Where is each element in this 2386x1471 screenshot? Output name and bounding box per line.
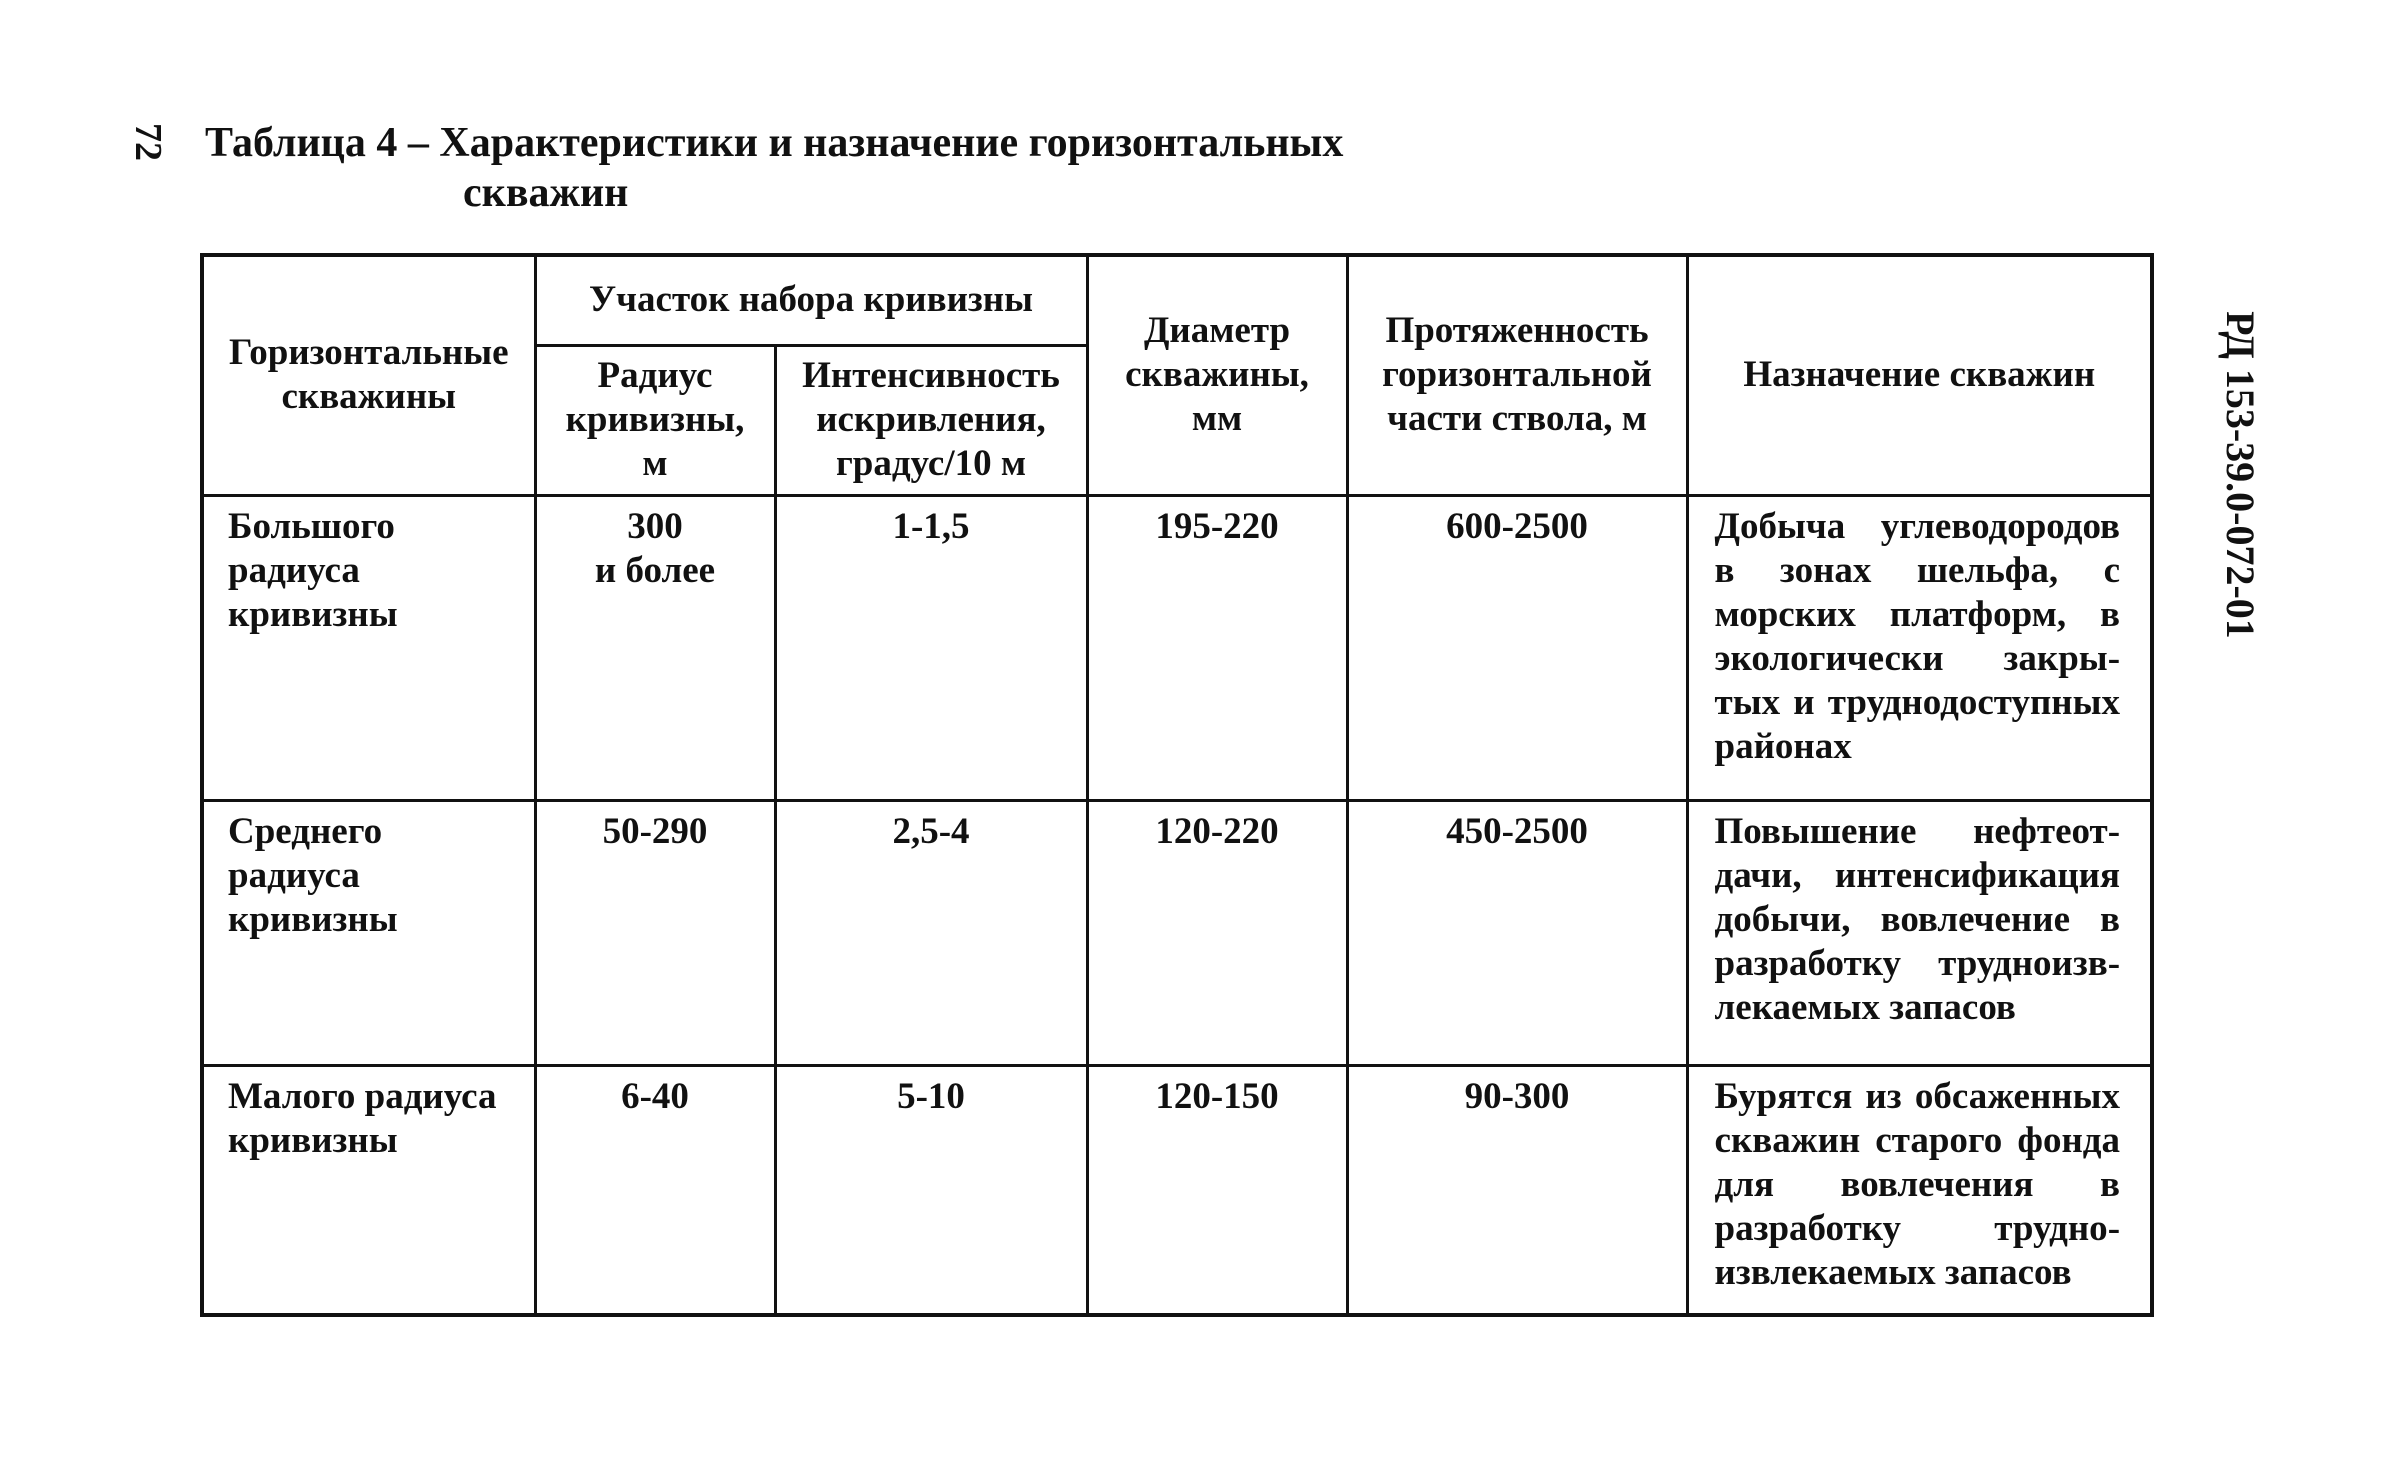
document-code: РД 153-39.0-072-01 (2218, 311, 2263, 639)
caption-line-1: Таблица 4 – Характеристики и назначение горизонтальных (205, 120, 1344, 166)
characteristics-table (200, 253, 2154, 1317)
header-purpose: Назначение скважин (1687, 255, 2152, 495)
header-row-1 (202, 255, 2152, 345)
page-number: 72 (127, 123, 169, 161)
row-name: Большого радиуса кривизны (202, 495, 535, 800)
header-length: Протяженность горизонтальной части ствола, м (1347, 255, 1687, 495)
header-wells: Горизонтальные скважины (202, 255, 535, 495)
caption-line-2: скважин (463, 170, 629, 216)
row-diameter: 120-150 (1087, 1065, 1347, 1315)
table-row (202, 1065, 2152, 1315)
header-intensity: Интенсивность искривления, градус/10 м (775, 345, 1087, 495)
row-radius-value: 300 (627, 505, 683, 547)
row-purpose: Повышение нефтеотдачи, интенсификация добычи, вовлечение в разработку трудноизвлекаемых запасов (1687, 800, 2152, 1065)
row-length: 450-2500 (1347, 800, 1687, 1065)
row-intensity: 2,5-4 (775, 800, 1087, 1065)
row-length: 90-300 (1347, 1065, 1687, 1315)
header-diameter: Диаметр скважины, мм (1087, 255, 1347, 495)
row-radius: 50-290 (535, 800, 775, 1065)
table-caption (205, 118, 1555, 218)
row-length: 600-2500 (1347, 495, 1687, 800)
row-name: Малого радиуса кривизны (202, 1065, 535, 1315)
row-diameter: 195-220 (1087, 495, 1347, 800)
table-row (202, 495, 2152, 800)
row-radius-note: и более (594, 549, 716, 591)
row-radius (535, 495, 775, 800)
row-intensity: 1-1,5 (775, 495, 1087, 800)
header-radius: Радиус кривизны, м (535, 345, 775, 495)
row-radius: 6-40 (535, 1065, 775, 1315)
row-diameter: 120-220 (1087, 800, 1347, 1065)
table-row (202, 800, 2152, 1065)
row-intensity: 5-10 (775, 1065, 1087, 1315)
row-purpose: Добыча углеводородов в зонах шельфа, с морских платформ, в экологически закрытых и труднодоступных районах (1687, 495, 2152, 800)
row-name: Среднего радиуса кривизны (202, 800, 535, 1065)
row-purpose: Бурятся из обсаженных скважин старого фонда для вовлечения в разработку трудноизвлекаемых запасов (1687, 1065, 2152, 1315)
header-curvature-section: Участок набора кривизны (535, 255, 1087, 345)
